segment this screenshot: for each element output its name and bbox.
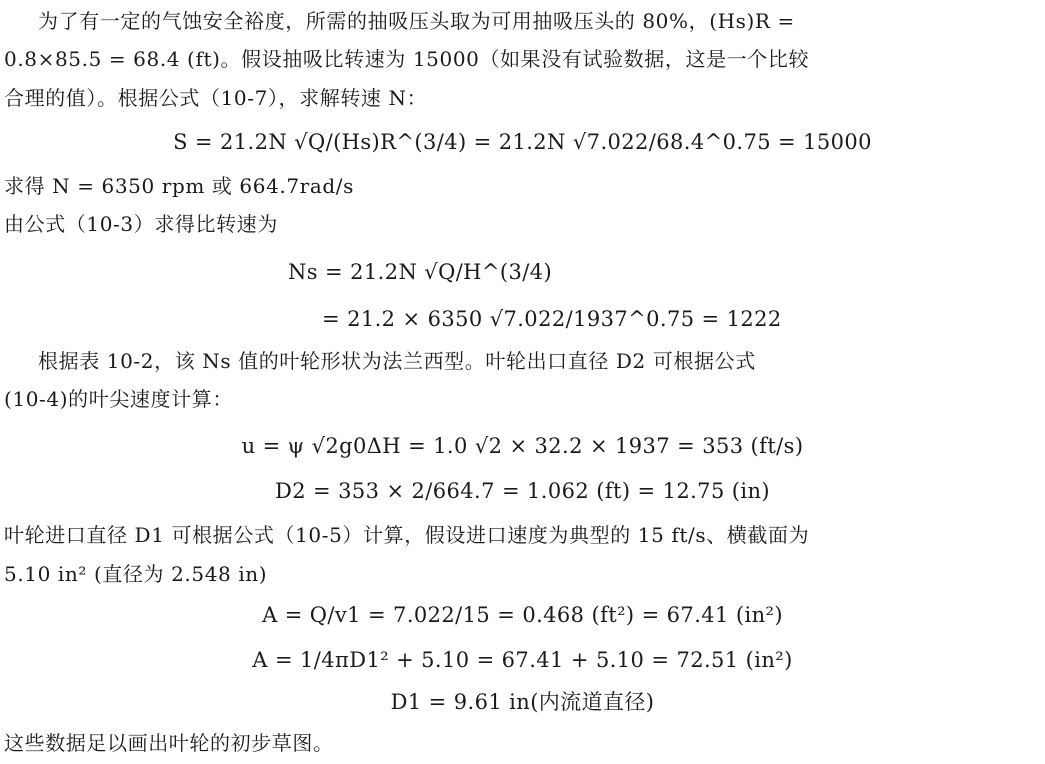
closing-line: 这些数据足以画出叶轮的初步草图。: [4, 731, 334, 755]
equation-specific-speed-value: = 21.2 × 6350 √7.022/1937^0.75 = 1222: [322, 307, 782, 331]
paragraph-line-1: 为了有一定的气蚀安全裕度，所需的抽吸压头取为可用抽吸压头的 80%，(Hs)R =: [38, 9, 795, 33]
equation-suction-specific-speed: S = 21.2N √Q/(Hs)R^(3/4) = 21.2N √7.022/68.4^0.75 = 15000: [173, 130, 872, 154]
equation-outlet-diameter: D2 = 353 × 2/664.7 = 1.062 (ft) = 12.75 (in): [274, 479, 771, 503]
paragraph-inlet-line-1: 叶轮进口直径 D1 可根据公式（10-5）计算，假设进口速度为典型的 15 ft/s、横截面为: [4, 523, 810, 547]
equation-specific-speed: Ns = 21.2N √Q/H^(3/4): [288, 260, 553, 284]
paragraph-inlet-line-2: 5.10 in² (直径为 2.548 in): [4, 562, 268, 586]
paragraph-line-3: 合理的值）。根据公式（10-7），求解转速 N：: [4, 86, 428, 110]
paragraph-impeller-line-2: (10-4)的叶尖速度计算：: [4, 387, 233, 411]
specific-speed-intro-line: 由公式（10-3）求得比转速为: [4, 212, 278, 236]
equation-area-2: A = 1/4πD1² + 5.10 = 67.41 + 5.10 = 72.51 (in²): [252, 648, 793, 672]
equation-inlet-diameter: D1 = 9.61 in(内流道直径): [390, 690, 655, 714]
result-speed-line: 求得 N = 6350 rpm 或 664.7rad/s: [4, 174, 354, 198]
paragraph-line-2: 0.8×85.5 = 68.4 (ft)。假设抽吸比转速为 15000（如果没有试验数据，这是一个比较: [4, 47, 810, 71]
equation-area-1: A = Q/v1 = 7.022/15 = 0.468 (ft²) = 67.41 (in²): [262, 603, 783, 627]
equation-tip-speed: u = ψ √2g0ΔH = 1.0 √2 × 32.2 × 1937 = 353 (ft/s): [241, 434, 804, 458]
paragraph-impeller-line-1: 根据表 10-2，该 Ns 值的叶轮形状为法兰西型。叶轮出口直径 D2 可根据公式: [38, 349, 756, 373]
